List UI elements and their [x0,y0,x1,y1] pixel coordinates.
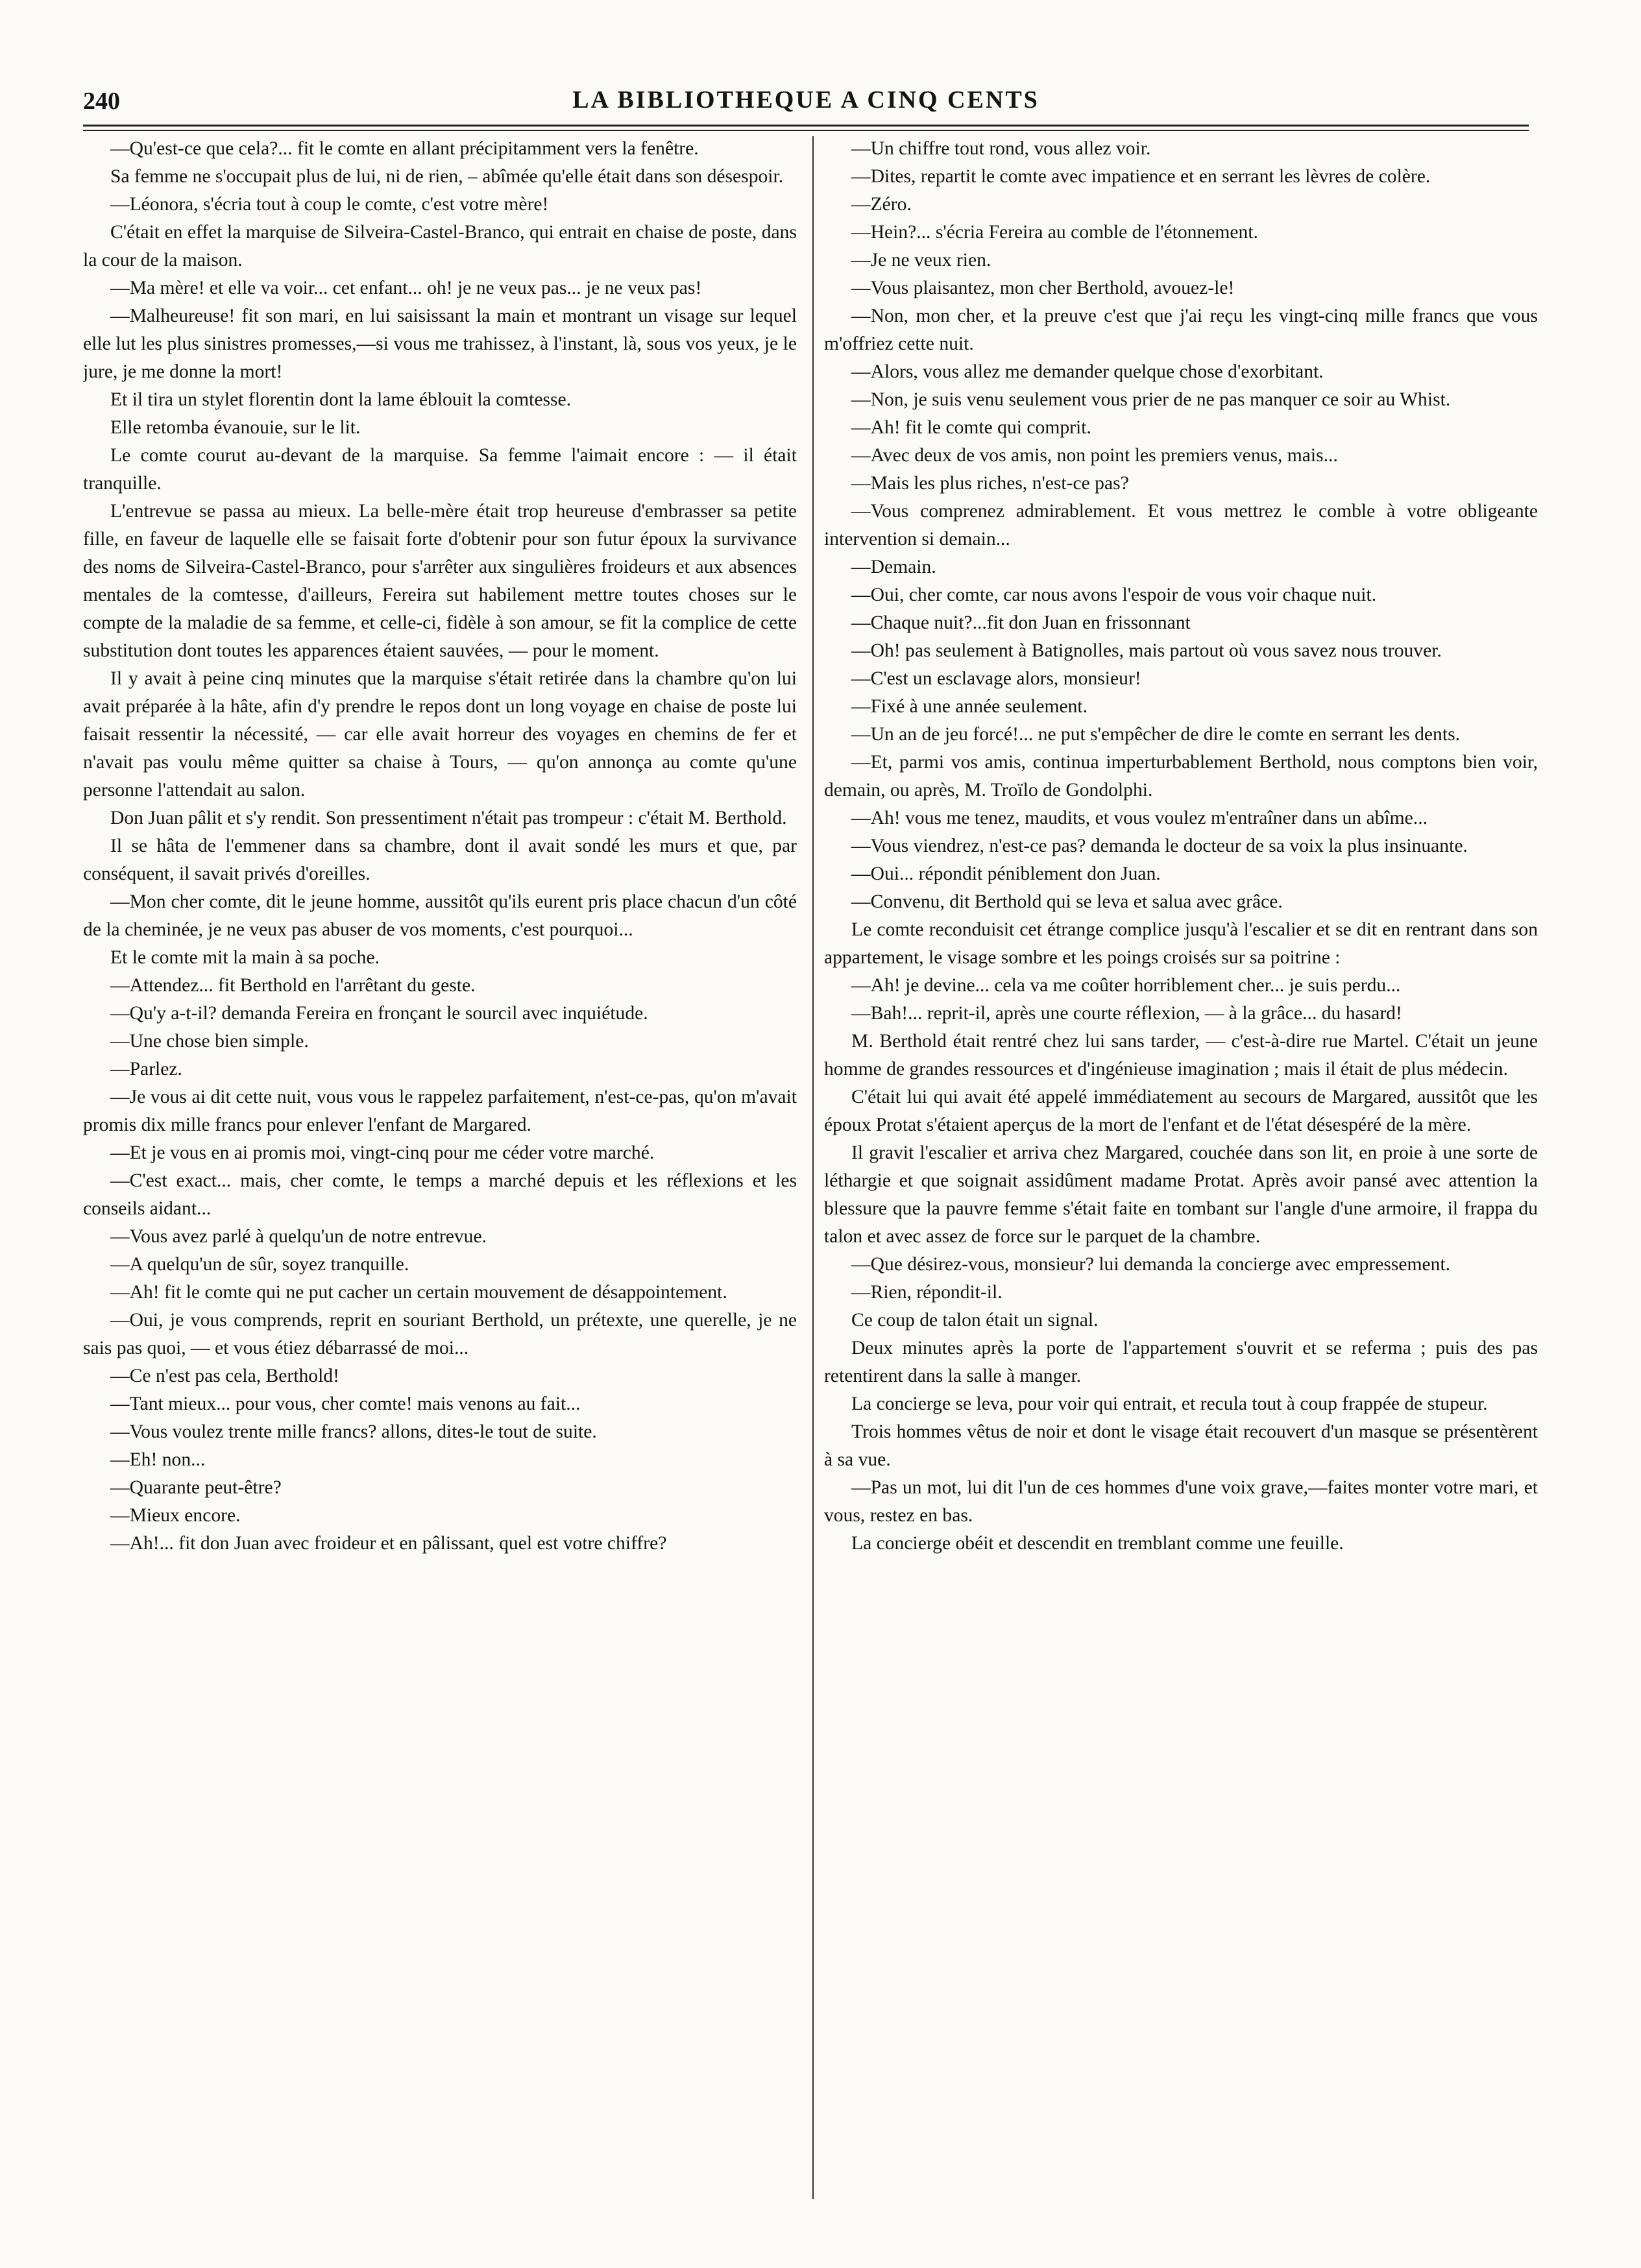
paragraph: —Vous viendrez, n'est-ce pas? demanda le docteur de sa voix la plus insinuante. [851,836,1468,856]
paragraph: —Bah!... reprit-il, après une courte réflexion, — à la grâce... du hasard! [851,1003,1402,1024]
paragraph: —Une chose bien simple. [110,1031,309,1052]
paragraph: La concierge obéit et descendit en tremblant comme une feuille. [851,1533,1344,1554]
paragraph: Il se hâta de l'emmener dans sa chambre, dont il avait sondé les murs et que, par conséquent, il savait privés d'oreilles. [83,836,797,884]
paragraph: —Vous avez parlé à quelqu'un de notre entrevue. [110,1226,487,1247]
paragraph: —Pas un mot, lui dit l'un de ces hommes d'une voix grave,—faites monter votre mari, et vous, restez en bas. [824,1477,1538,1526]
paragraph: —Ah! fit le comte qui comprit. [851,417,1091,438]
paragraph: —Un an de jeu forcé!... ne put s'empêcher de dire le comte en serrant les dents. [851,724,1460,745]
paragraph: —Ah!... fit don Juan avec froideur et en pâlissant, quel est votre chiffre? [110,1533,667,1554]
right-text-column [824,135,1538,2224]
paragraph: —Et, parmi vos amis, continua imperturbablement Berthold, nous comptons bien voir, demain, ou après, M. Troïlo de Gondolphi. [824,752,1538,801]
paragraph: —Que désirez-vous, monsieur? lui demanda la concierge avec empressement. [851,1254,1451,1275]
paragraph: Trois hommes vêtus de noir et dont le visage était recouvert d'un masque se présentèrent à sa vue. [824,1421,1538,1470]
column-divider [812,136,814,2199]
paragraph: —Un chiffre tout rond, vous allez voir. [851,138,1151,159]
paragraph: —Tant mieux... pour vous, cher comte! mais venons au fait... [110,1393,581,1414]
paragraph: Et il tira un stylet florentin dont la lame éblouit la comtesse. [110,389,572,410]
paragraph: —Eh! non... [110,1449,206,1470]
header-rule [83,125,1529,127]
paragraph: —C'est un esclavage alors, monsieur! [851,668,1141,689]
paragraph: —Ah! fit le comte qui ne put cacher un certain mouvement de désappointement. [110,1282,727,1303]
paragraph: —Fixé à une année seulement. [851,696,1088,717]
paragraph: —Qu'y a-t-il? demanda Fereira en fronçant le sourcil avec inquiétude. [110,1003,648,1024]
paragraph: —Mon cher comte, dit le jeune homme, aussitôt qu'ils eurent pris place chacun d'un côté de la cheminée, je ne veux pas abuser de vos moments, c'est pourquoi... [83,891,797,940]
paragraph: —Convenu, dit Berthold qui se leva et salua avec grâce. [851,891,1283,912]
paragraph: Don Juan pâlit et s'y rendit. Son pressentiment n'était pas trompeur : c'était M. Berthold. [110,808,787,828]
paragraph: —Chaque nuit?...fit don Juan en frissonnant [851,612,1191,633]
paragraph: —Parlez. [110,1059,182,1080]
paragraph: —Oui, cher comte, car nous avons l'espoir de vous voir chaque nuit. [851,585,1377,605]
paragraph: —Attendez... fit Berthold en l'arrêtant du geste. [110,975,476,996]
paragraph: —A quelqu'un de sûr, soyez tranquille. [110,1254,409,1275]
paragraph: —Malheureuse! fit son mari, en lui saisissant la main et montrant un visage sur lequel elle lut les plus sinistres promesses,—si vous me trahissez, à l'instant, là, sous vos yeux, je le jure, je me donne la mort! [83,306,797,382]
paragraph: Ce coup de talon était un signal. [851,1310,1099,1331]
paragraph: —Non, je suis venu seulement vous prier de ne pas manquer ce soir au Whist. [851,389,1451,410]
paragraph: —Ce n'est pas cela, Berthold! [110,1366,339,1386]
paragraph: —Ma mère! et elle va voir... cet enfant... oh! je ne veux pas... je ne veux pas! [110,278,702,298]
paragraph: Le comte reconduisit cet étrange complice jusqu'à l'escalier et se dit en rentrant dans son appartement, le visage sombre et les poings croisés sur sa poitrine : [824,919,1538,968]
paragraph: —Vous comprenez admirablement. Et vous mettrez le comble à votre obligeante intervention si demain... [824,501,1538,549]
paragraph: La concierge se leva, pour voir qui entrait, et recula tout à coup frappée de stupeur. [851,1393,1488,1414]
paragraph: Il gravit l'escalier et arriva chez Margared, couchée dans son lit, en proie à une sorte de léthargie et que soignait assidûment madame Protat. Après avoir pansé avec attention la blessure que la pauvre femme s'était faite en tombant sur l'angle d'une armoire, il frappa du talon et avec assez de force sur le parquet de la chambre. [824,1142,1538,1247]
paragraph: Deux minutes après la porte de l'appartement s'ouvrit et se referma ; puis des pas retentirent dans la salle à manger. [824,1338,1538,1386]
paragraph: —Demain. [851,557,936,577]
paragraph: Il y avait à peine cinq minutes que la marquise s'était retirée dans la chambre qu'on lui avait préparée à la hâte, afin d'y prendre le repos dont un long voyage en chaise de poste lui faisait ressentir la nécessité, — car elle avait horreur des voyages en chemins de fer et n'avait pas voulu même quitter sa chaise à Tours, — qu'on annonça au comte qu'une personne l'attendait au salon. [83,668,797,801]
paragraph: —Oui... répondit péniblement don Juan. [851,863,1161,884]
page-header [83,80,1529,126]
paragraph: —Et je vous en ai promis moi, vingt-cinq pour me céder votre marché. [110,1142,655,1163]
paragraph: —Quarante peut-être? [110,1477,282,1498]
paragraph: —Avec deux de vos amis, non point les premiers venus, mais... [851,445,1338,466]
paragraph: —Non, mon cher, et la preuve c'est que j'ai reçu les vingt-cinq mille francs que vous m'offriez cette nuit. [824,306,1538,354]
paragraph: C'était en effet la marquise de Silveira-Castel-Branco, qui entrait en chaise de poste, dans la cour de la maison. [83,222,797,271]
paragraph: —Oh! pas seulement à Batignolles, mais partout où vous savez nous trouver. [851,640,1442,661]
paragraph: —Mieux encore. [110,1505,241,1526]
paragraph: —Je vous ai dit cette nuit, vous vous le rappelez parfaitement, n'est-ce-pas, qu'on m'avait promis dix mille francs pour enlever l'enfant de Margared. [83,1087,797,1135]
paragraph: Le comte courut au-devant de la marquise. Sa femme l'aimait encore : — il était tranquille. [83,445,797,494]
paragraph: —Ah! je devine... cela va me coûter horriblement cher... je suis perdu... [851,975,1401,996]
paragraph: —Zéro. [851,194,912,215]
paragraph: —Vous voulez trente mille francs? allons, dites-le tout de suite. [110,1421,597,1442]
left-text-column [83,135,797,2224]
paragraph: —Hein?... s'écria Fereira au comble de l'étonnement. [851,222,1258,243]
paragraph: —Ah! vous me tenez, maudits, et vous voulez m'entraîner dans un abîme... [851,808,1428,828]
paragraph: —Rien, répondit-il. [851,1282,1003,1303]
paragraph: M. Berthold était rentré chez lui sans tarder, — c'est-à-dire rue Martel. C'était un jeune homme de grandes ressources et d'ingénieuse imagination ; mais il était de plus médecin. [824,1031,1538,1080]
paragraph: —Vous plaisantez, mon cher Berthold, avouez-le! [851,278,1235,298]
running-title: LA BIBLIOTHEQUE A CINQ CENTS [572,86,1039,114]
header-rule-thin [83,130,1529,131]
paragraph: —Dites, repartit le comte avec impatience et en serrant les lèvres de colère. [851,166,1431,187]
paragraph: —Alors, vous allez me demander quelque chose d'exorbitant. [851,361,1324,382]
paragraph: —Léonora, s'écria tout à coup le comte, c'est votre mère! [110,194,549,215]
paragraph: Sa femme ne s'occupait plus de lui, ni de rien, – abîmée qu'elle était dans son désespoir. [110,166,784,187]
paragraph: —C'est exact... mais, cher comte, le temps a marché depuis et les réflexions et les conseils aidant... [83,1170,797,1219]
page-number: 240 [83,88,120,115]
paragraph: —Qu'est-ce que cela?... fit le comte en allant précipitamment vers la fenêtre. [110,138,699,159]
paragraph: —Oui, je vous comprends, reprit en souriant Berthold, un prétexte, une querelle, je ne sais pas quoi, — et vous étiez débarrassé de moi... [83,1310,797,1358]
paragraph: —Je ne veux rien. [851,250,991,271]
paragraph: C'était lui qui avait été appelé immédiatement au secours de Margared, aussitôt que les époux Protat s'étaient aperçus de la mort de l'enfant et de l'état désespéré de la mère. [824,1087,1538,1135]
paragraph: Elle retomba évanouie, sur le lit. [110,417,361,438]
paragraph: —Mais les plus riches, n'est-ce pas? [851,473,1129,494]
paragraph: L'entrevue se passa au mieux. La belle-mère était trop heureuse d'embrasser sa petite fille, en faveur de laquelle elle se faisait forte d'obtenir pour son futur époux la survivance des noms de Silveira-Castel-Branco, pour s'arrêter aux singulières froideurs et aux absences mentales de la comtesse, d'ailleurs, Fereira sut habilement mettre toutes choses sur le compte de la maladie de sa femme, et celle-ci, fidèle à son amour, se fit la complice de cette substitution dont toutes les apparences étaient sauvées, — pour le moment. [83,501,797,661]
paragraph: Et le comte mit la main à sa poche. [110,947,380,968]
